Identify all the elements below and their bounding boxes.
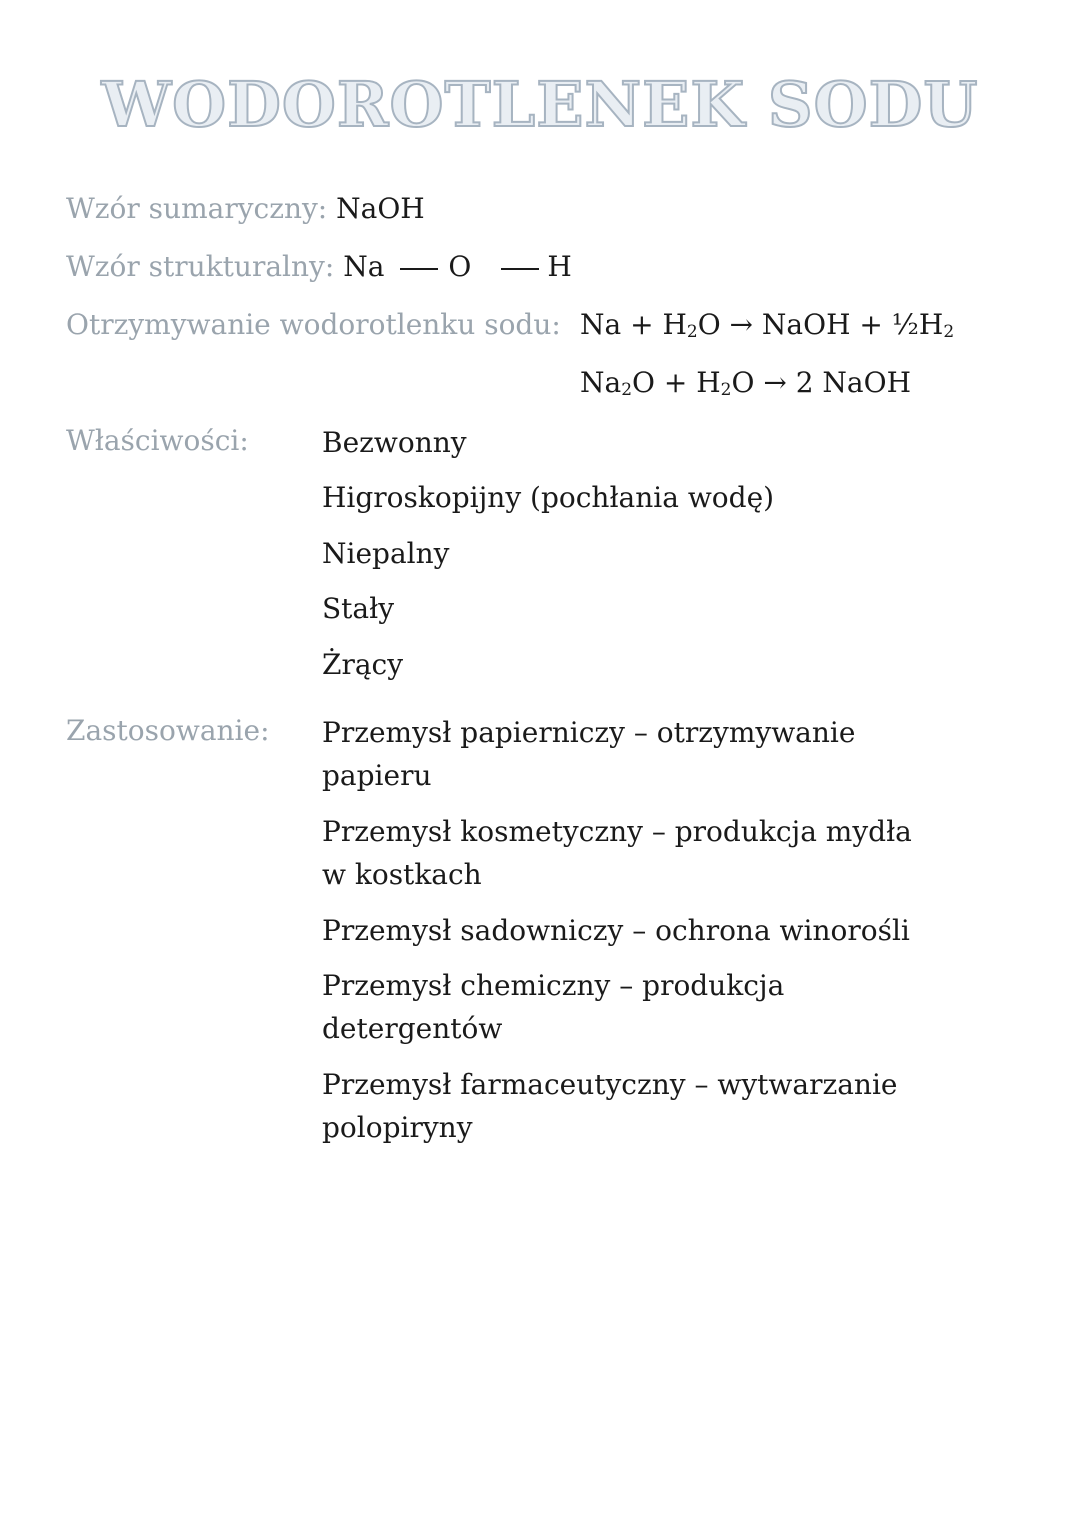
reaction-1 <box>580 308 954 342</box>
subscript: 2 <box>621 380 633 400</box>
structural-formula-label: Wzór strukturalny: <box>66 250 335 283</box>
application-item: Przemysł sadowniczy – ochrona winorośli <box>322 913 910 947</box>
bond-line <box>400 268 438 270</box>
reaction-1-part: Na + H <box>580 308 687 341</box>
summary-formula-value: NaOH <box>336 192 425 225</box>
property-item: Niepalny <box>322 536 450 570</box>
property-item: Higroskopijny (pochłania wodę) <box>322 481 775 515</box>
atom-na: Na <box>343 250 385 283</box>
properties-list <box>322 421 942 698</box>
reaction-2-part: Na <box>580 366 622 399</box>
bond-line <box>501 268 539 270</box>
properties-label: Właściwości: <box>66 424 249 457</box>
property-item: Bezwonny <box>322 426 467 459</box>
application-item: Przemysł chemiczny – produkcja detergentów <box>322 968 785 1046</box>
obtaining-label: Otrzymywanie wodorotlenku sodu: <box>66 308 561 341</box>
subscript: 2 <box>686 322 698 342</box>
reaction-1-part: O → NaOH + ½H <box>697 308 944 341</box>
reaction-2-part: O + H <box>632 366 721 399</box>
applications-list <box>322 711 942 1162</box>
subscript: 2 <box>943 322 955 342</box>
properties-label-row <box>66 424 249 458</box>
property-item: Stały <box>322 592 395 626</box>
application-item: Przemysł kosmetyczny – produkcja mydła w kostkach <box>322 814 912 892</box>
applications-label: Zastosowanie: <box>66 714 270 747</box>
summary-formula-label: Wzór sumaryczny: <box>66 192 328 225</box>
structural-formula-row <box>66 250 572 284</box>
atom-o: O <box>448 250 472 283</box>
application-item: Przemysł papierniczy – otrzymywanie papieru <box>322 716 856 793</box>
application-item: Przemysł farmaceutyczny – wytwarzanie polopiryny <box>322 1067 898 1145</box>
reaction-2 <box>580 366 911 400</box>
summary-formula-row <box>66 192 425 226</box>
obtaining-label-row <box>66 308 561 342</box>
property-item: Żrący <box>322 647 404 681</box>
reaction-2-part: O → 2 NaOH <box>731 366 911 399</box>
applications-label-row <box>66 714 270 748</box>
subscript: 2 <box>720 380 732 400</box>
atom-h: H <box>547 250 572 283</box>
page-title: WODOROTLENEK SODU <box>101 68 979 141</box>
